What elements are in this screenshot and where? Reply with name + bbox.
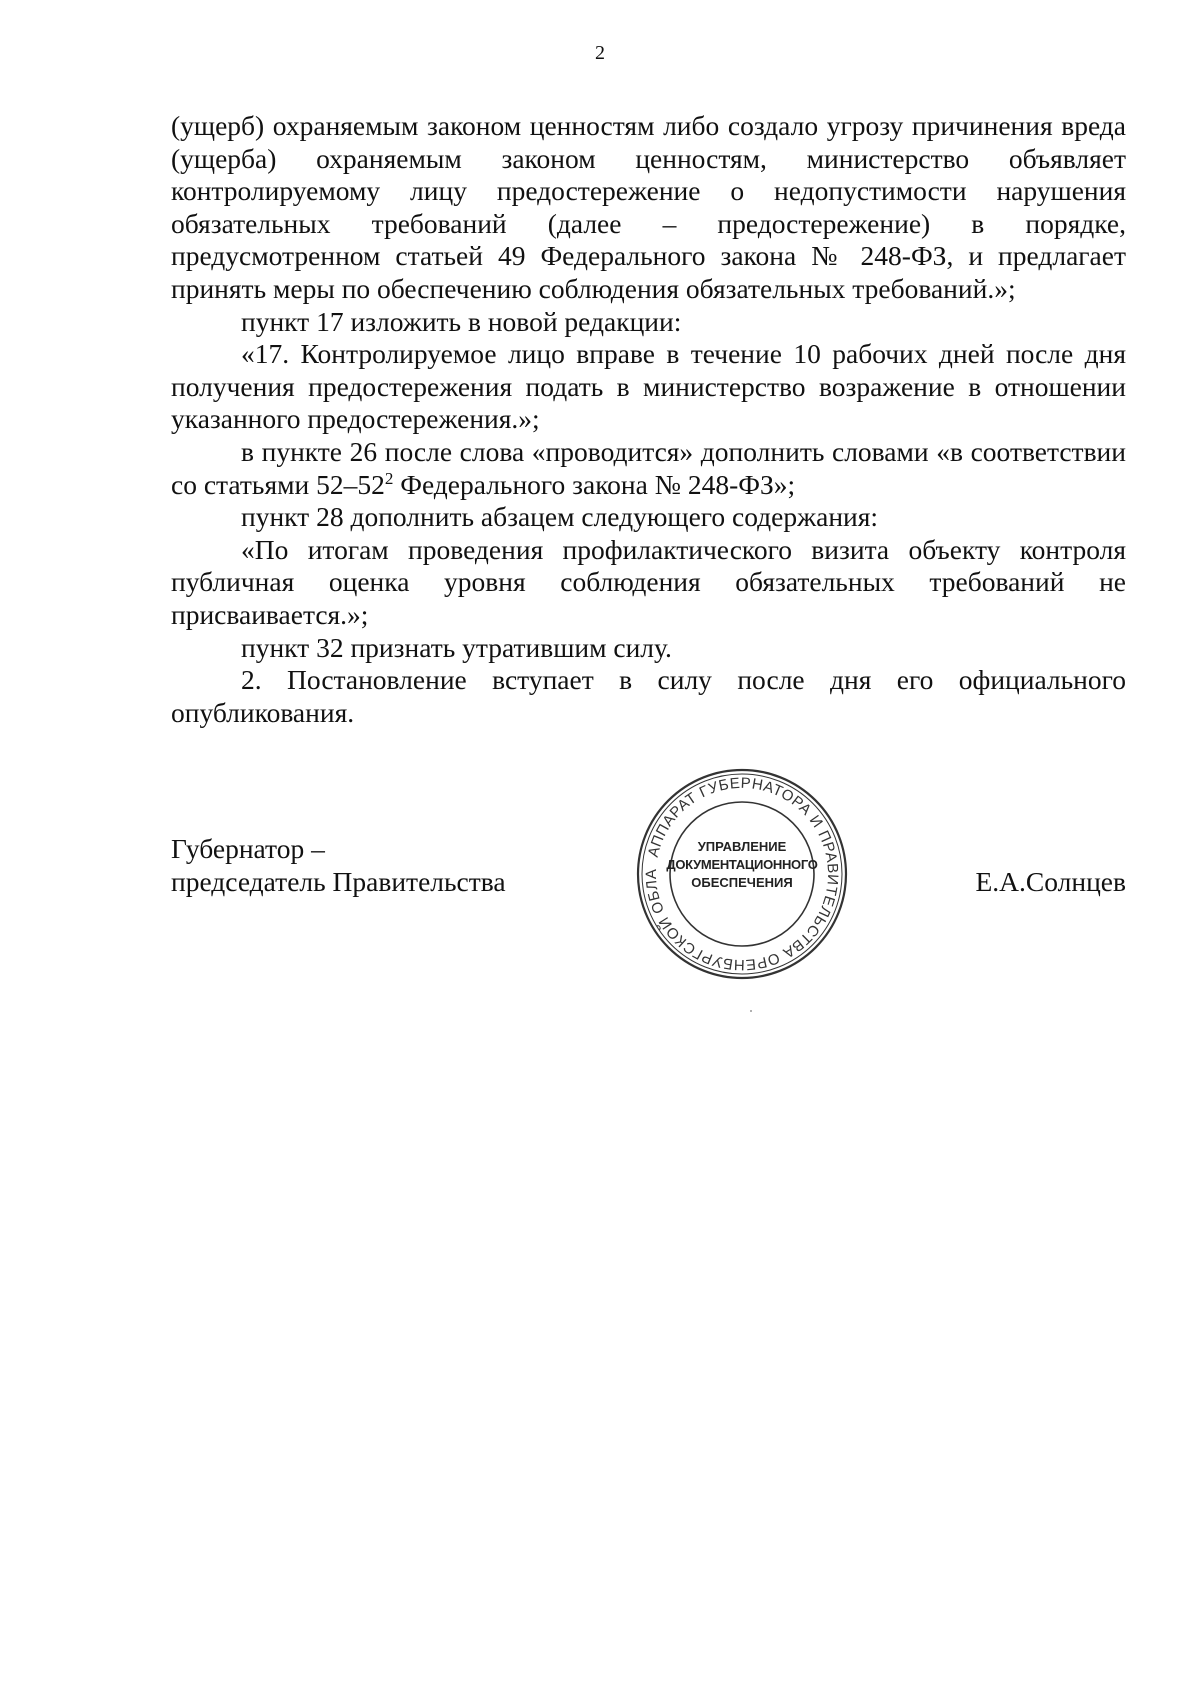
- signatory-position: [171, 832, 506, 898]
- document-body: [171, 110, 1126, 729]
- position-line-2: председатель Правительства: [171, 866, 506, 897]
- paragraph-item-2: 2. Постановление вступает в силу после дня его официального опубликования.: [171, 664, 1126, 728]
- point-26-text-start: в пункте 26 после слова «проводится» дополнить словами «в соответствии со статьями 52–52: [171, 435, 1126, 500]
- point-26-text-end: Федерального закона № 248-ФЗ»;: [393, 468, 796, 500]
- paragraph-point-17-intro: пункт 17 изложить в новой редакции:: [241, 305, 682, 337]
- stamp-ring-text: АППАРАТ ГУБЕРНАТОРА И ПРАВИТЕЛЬСТВА ОРЕНБУРГСКОЙ ОБЛА: [642, 774, 842, 974]
- stamp-line-2: ДОКУМЕНТАЦИОННОГО: [666, 857, 818, 872]
- signatory-name: Е.А.Солнцев: [975, 866, 1126, 897]
- paragraph-continuation: (ущерб) охраняемым законом ценностям либо создало угрозу причинения вреда (ущерба) охраняемым законом ценностям, министерство объявляет контролируемому лицу предостережение о недопустимости нарушения обязательных требований (далее – предостережение) в порядке, предусмотренном статьей 49 Федерального закона № 248-ФЗ, и предлагает принять меры по обеспечению соблюдения обязательных требований.»;: [171, 110, 1126, 304]
- page-number: 2: [595, 42, 605, 64]
- paragraph-point-28-text: «По итогам проведения профилактического визита объекту контроля публичная оценка уровня соблюдения обязательных требований не присваивается.»;: [171, 533, 1126, 630]
- paragraph-point-17-text: «17. Контролируемое лицо вправе в течение 10 рабочих дней после дня получения предостережения подать в министерство возражение в отношении указанного предостережения.»;: [171, 338, 1126, 435]
- paragraph-point-32: пункт 32 признать утратившим силу.: [241, 631, 672, 663]
- paragraph-point-28-intro: пункт 28 дополнить абзацем следующего содержания:: [241, 501, 879, 533]
- stamp-center-text: [632, 838, 852, 892]
- stamp-line-3: ОБЕСПЕЧЕНИЯ: [691, 875, 793, 890]
- paragraph-point-26: [171, 436, 1126, 501]
- position-line-1: Губернатор –: [171, 833, 325, 864]
- scan-speck: [750, 1010, 752, 1012]
- superscript: 2: [384, 468, 394, 488]
- official-stamp: [632, 764, 852, 984]
- stamp-line-1: УПРАВЛЕНИЕ: [697, 839, 787, 854]
